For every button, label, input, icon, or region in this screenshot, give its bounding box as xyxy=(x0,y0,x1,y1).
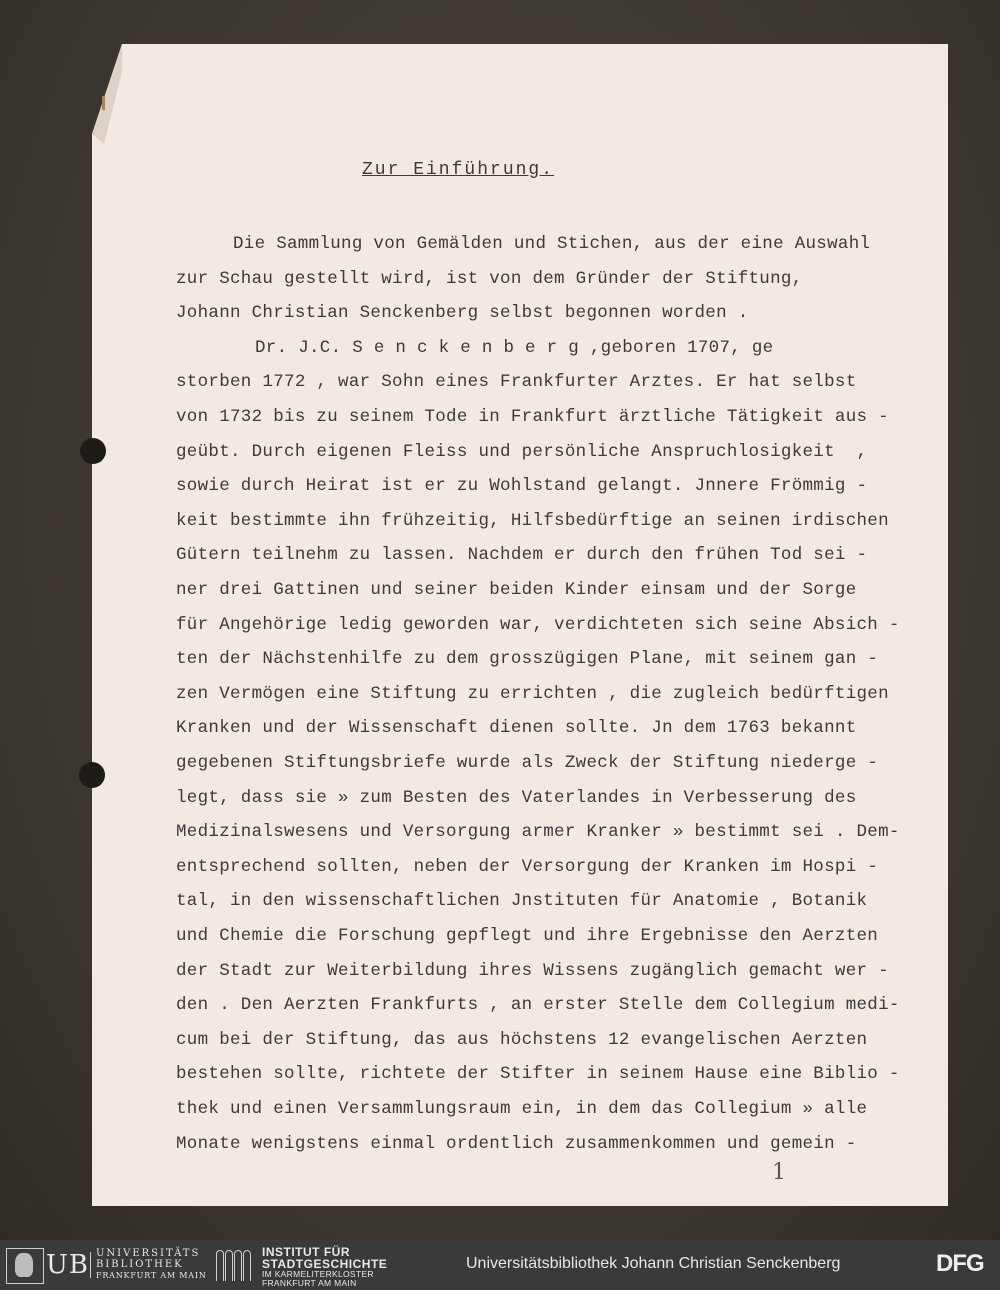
ub-divider xyxy=(90,1252,91,1278)
punch-hole-bottom xyxy=(79,762,105,788)
text-line: ner drei Gattinen und seiner beiden Kinder einsam und der Sorge xyxy=(176,580,857,600)
text-line: cum bei der Stiftung, das aus höchstens 12 evangelischen Aerzten xyxy=(176,1029,868,1050)
ub-portrait-logo-icon xyxy=(6,1248,44,1284)
text-line: und Chemie die Forschung gepflegt und ihre Ergebnisse den Aerzten xyxy=(176,926,879,946)
text-line: gegebenen Stiftungsbriefe wurde als Zweck der Stiftung niederge - xyxy=(176,753,879,773)
text-line: Gütern teilnehm zu lassen. Nachdem er durch den frühen Tod sei - xyxy=(176,545,868,566)
text-line: Johann Christian Senckenberg selbst begonnen worden . xyxy=(176,303,749,324)
punch-hole-top xyxy=(80,438,106,464)
ifs-name: INSTITUT FÜR STADTGESCHICHTE IM KARMELITERKLOSTER FRANKFURT AM MAIN xyxy=(262,1245,388,1288)
text-line: Medizinalswesens und Versorgung armer Kranker » bestimmt sei . Dem- xyxy=(176,822,900,843)
text-line: ten der Nächstenhilfe zu dem grosszügigen Plane, mit seinem gan - xyxy=(176,649,879,670)
text-line: storben 1772 , war Sohn eines Frankfurter Arztes. Er hat selbst xyxy=(176,372,857,393)
library-name: Universitätsbibliothek Johann Christian Senckenberg xyxy=(466,1255,841,1272)
staple-mark xyxy=(102,96,105,110)
text-line: Dr. J.C. S e n c k e n b e r g ,geboren 1707, ge xyxy=(255,337,774,358)
text-line: keit bestimmte ihn frühzeitig, Hilfsbedürftige an seinen irdischen xyxy=(176,510,889,531)
document-title: Zur Einführung. xyxy=(362,160,555,180)
dfg-logo: DFG xyxy=(936,1250,984,1277)
ifs-arches-logo-icon xyxy=(214,1248,252,1282)
text-line: für Angehörige ledig geworden war, verdichteten sich seine Absich - xyxy=(176,614,900,635)
text-line: von 1732 bis zu seinem Tode in Frankfurt ärztliche Tätigkeit aus - xyxy=(176,407,889,427)
text-line: zur Schau gestellt wird, ist von dem Gründer der Stiftung, xyxy=(176,268,803,289)
text-line: thek und einen Versammlungsraum ein, in dem das Collegium » alle xyxy=(176,1099,868,1119)
text-line: Die Sammlung von Gemälden und Stichen, aus der eine Auswahl xyxy=(233,234,871,254)
text-line: der Stadt zur Weiterbildung ihres Wissens zugänglich gemacht wer - xyxy=(176,960,889,981)
text-line: Kranken und der Wissenschaft dienen sollte. Jn dem 1763 bekannt xyxy=(176,718,857,739)
text-line: legt, dass sie » zum Besten des Vaterlandes in Verbesserung des xyxy=(176,787,857,808)
ub-abbrev: UB xyxy=(46,1250,90,1280)
text-line: geübt. Durch eigenen Fleiss und persönliche Anspruchlosigkeit , xyxy=(176,441,868,462)
text-line: entsprechend sollten, neben der Versorgung der Kranken im Hospi - xyxy=(176,856,879,877)
text-line: sowie durch Heirat ist er zu Wohlstand gelangt. Jnnere Frömmig - xyxy=(176,476,868,497)
page-number: 1 xyxy=(772,1160,786,1185)
footer-bar xyxy=(0,1240,1000,1290)
text-line: bestehen sollte, richtete der Stifter in seinem Hause eine Biblio - xyxy=(176,1064,900,1085)
text-line: tal, in den wissenschaftlichen Jnstituten für Anatomie , Botanik xyxy=(176,891,868,912)
text-line: Monate wenigstens einmal ordentlich zusammenkommen und gemein - xyxy=(176,1133,857,1154)
ub-name: UNIVERSITÄTS BIBLIOTHEK FRANKFURT AM MAIN xyxy=(96,1248,207,1280)
text-line: den . Den Aerzten Frankfurts , an erster Stelle dem Collegium medi- xyxy=(176,995,900,1016)
text-line: zen Vermögen eine Stiftung zu errichten , die zugleich bedürftigen xyxy=(176,683,889,704)
